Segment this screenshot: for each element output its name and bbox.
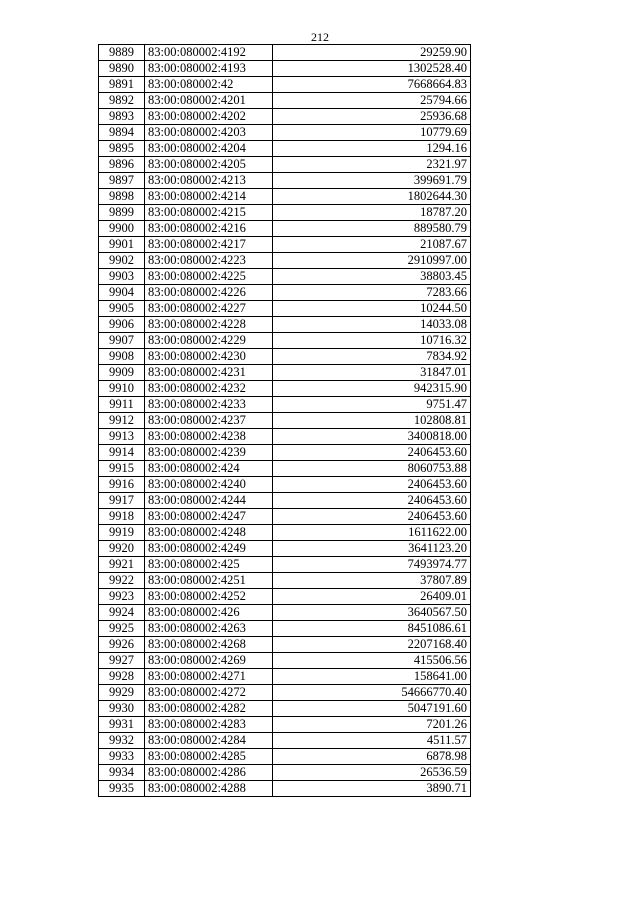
value-cell: 10779.69 [273, 125, 471, 141]
cadastral-number-cell: 83:00:080002:4283 [145, 717, 273, 733]
cadastral-number-cell: 83:00:080002:4240 [145, 477, 273, 493]
row-number-cell: 9930 [99, 701, 145, 717]
value-cell: 3640567.50 [273, 605, 471, 621]
cadastral-number-cell: 83:00:080002:4247 [145, 509, 273, 525]
table-row [99, 573, 471, 589]
cadastral-number-cell: 83:00:080002:4205 [145, 157, 273, 173]
table-row [99, 109, 471, 125]
row-number-cell: 9889 [99, 45, 145, 61]
value-cell: 3641123.20 [273, 541, 471, 557]
value-cell: 38803.45 [273, 269, 471, 285]
value-cell: 10244.50 [273, 301, 471, 317]
row-number-cell: 9895 [99, 141, 145, 157]
table-row [99, 765, 471, 781]
cadastral-number-cell: 83:00:080002:4213 [145, 173, 273, 189]
value-cell: 29259.90 [273, 45, 471, 61]
value-cell: 6878.98 [273, 749, 471, 765]
value-cell: 8451086.61 [273, 621, 471, 637]
table-row [99, 317, 471, 333]
table-row [99, 61, 471, 77]
table-row [99, 365, 471, 381]
table-row [99, 269, 471, 285]
cadastral-number-cell: 83:00:080002:4251 [145, 573, 273, 589]
cadastral-number-cell: 83:00:080002:4239 [145, 445, 273, 461]
cadastral-number-cell: 83:00:080002:4232 [145, 381, 273, 397]
cadastral-number-cell: 83:00:080002:4238 [145, 429, 273, 445]
row-number-cell: 9902 [99, 253, 145, 269]
row-number-cell: 9911 [99, 397, 145, 413]
value-cell: 158641.00 [273, 669, 471, 685]
cadastral-number-cell: 83:00:080002:4286 [145, 765, 273, 781]
cadastral-number-cell: 83:00:080002:4244 [145, 493, 273, 509]
value-cell: 26409.01 [273, 589, 471, 605]
table-row [99, 669, 471, 685]
cadastral-number-cell: 83:00:080002:4230 [145, 349, 273, 365]
table-row [99, 333, 471, 349]
cadastral-number-cell: 83:00:080002:4271 [145, 669, 273, 685]
row-number-cell: 9918 [99, 509, 145, 525]
value-cell: 2910997.00 [273, 253, 471, 269]
cadastral-number-cell: 83:00:080002:424 [145, 461, 273, 477]
table-row [99, 285, 471, 301]
table-body [99, 45, 471, 797]
value-cell: 18787.20 [273, 205, 471, 221]
cadastral-number-cell: 83:00:080002:42 [145, 77, 273, 93]
row-number-cell: 9900 [99, 221, 145, 237]
table-row [99, 509, 471, 525]
row-number-cell: 9914 [99, 445, 145, 461]
cadastral-number-cell: 83:00:080002:4192 [145, 45, 273, 61]
row-number-cell: 9922 [99, 573, 145, 589]
row-number-cell: 9920 [99, 541, 145, 557]
cadastral-number-cell: 83:00:080002:4269 [145, 653, 273, 669]
value-cell: 942315.90 [273, 381, 471, 397]
table-row [99, 717, 471, 733]
value-cell: 2207168.40 [273, 637, 471, 653]
table-row [99, 413, 471, 429]
table-row [99, 749, 471, 765]
table-row [99, 701, 471, 717]
cadastral-number-cell: 83:00:080002:4229 [145, 333, 273, 349]
row-number-cell: 9907 [99, 333, 145, 349]
cadastral-number-cell: 83:00:080002:4284 [145, 733, 273, 749]
cadastral-number-cell: 83:00:080002:4233 [145, 397, 273, 413]
table-row [99, 45, 471, 61]
cadastral-number-cell: 83:00:080002:4231 [145, 365, 273, 381]
table-row [99, 781, 471, 797]
cadastral-value-table [98, 44, 471, 797]
cadastral-number-cell: 83:00:080002:4201 [145, 93, 273, 109]
table-row [99, 205, 471, 221]
table-row [99, 445, 471, 461]
row-number-cell: 9929 [99, 685, 145, 701]
row-number-cell: 9932 [99, 733, 145, 749]
table-row [99, 461, 471, 477]
table-row [99, 141, 471, 157]
row-number-cell: 9896 [99, 157, 145, 173]
row-number-cell: 9934 [99, 765, 145, 781]
row-number-cell: 9926 [99, 637, 145, 653]
value-cell: 2321.97 [273, 157, 471, 173]
page-number: 212 [311, 30, 329, 44]
cadastral-number-cell: 83:00:080002:4202 [145, 109, 273, 125]
table-row [99, 173, 471, 189]
row-number-cell: 9924 [99, 605, 145, 621]
row-number-cell: 9892 [99, 93, 145, 109]
cadastral-number-cell: 83:00:080002:4228 [145, 317, 273, 333]
value-cell: 3400818.00 [273, 429, 471, 445]
table-row [99, 157, 471, 173]
table-row [99, 477, 471, 493]
table-row [99, 397, 471, 413]
value-cell: 2406453.60 [273, 445, 471, 461]
value-cell: 2406453.60 [273, 493, 471, 509]
row-number-cell: 9912 [99, 413, 145, 429]
table-row [99, 381, 471, 397]
value-cell: 7493974.77 [273, 557, 471, 573]
value-cell: 8060753.88 [273, 461, 471, 477]
value-cell: 889580.79 [273, 221, 471, 237]
cadastral-number-cell: 83:00:080002:4203 [145, 125, 273, 141]
table-row [99, 221, 471, 237]
row-number-cell: 9915 [99, 461, 145, 477]
value-cell: 25794.66 [273, 93, 471, 109]
cadastral-number-cell: 83:00:080002:4237 [145, 413, 273, 429]
value-cell: 21087.67 [273, 237, 471, 253]
value-cell: 9751.47 [273, 397, 471, 413]
cadastral-number-cell: 83:00:080002:425 [145, 557, 273, 573]
row-number-cell: 9923 [99, 589, 145, 605]
value-cell: 7283.66 [273, 285, 471, 301]
row-number-cell: 9908 [99, 349, 145, 365]
row-number-cell: 9933 [99, 749, 145, 765]
cadastral-number-cell: 83:00:080002:4272 [145, 685, 273, 701]
row-number-cell: 9901 [99, 237, 145, 253]
cadastral-number-cell: 83:00:080002:4217 [145, 237, 273, 253]
value-cell: 5047191.60 [273, 701, 471, 717]
cadastral-number-cell: 83:00:080002:4268 [145, 637, 273, 653]
value-cell: 1294.16 [273, 141, 471, 157]
value-cell: 14033.08 [273, 317, 471, 333]
value-cell: 4511.57 [273, 733, 471, 749]
table-row [99, 493, 471, 509]
cadastral-number-cell: 83:00:080002:4282 [145, 701, 273, 717]
cadastral-number-cell: 83:00:080002:4216 [145, 221, 273, 237]
table-row [99, 125, 471, 141]
table-row [99, 77, 471, 93]
row-number-cell: 9917 [99, 493, 145, 509]
value-cell: 1302528.40 [273, 61, 471, 77]
row-number-cell: 9890 [99, 61, 145, 77]
row-number-cell: 9906 [99, 317, 145, 333]
table-row [99, 541, 471, 557]
cadastral-number-cell: 83:00:080002:4226 [145, 285, 273, 301]
value-cell: 7201.26 [273, 717, 471, 733]
cadastral-number-cell: 83:00:080002:4252 [145, 589, 273, 605]
table-row [99, 525, 471, 541]
row-number-cell: 9898 [99, 189, 145, 205]
table-row [99, 429, 471, 445]
value-cell: 415506.56 [273, 653, 471, 669]
table-row [99, 733, 471, 749]
value-cell: 25936.68 [273, 109, 471, 125]
row-number-cell: 9931 [99, 717, 145, 733]
row-number-cell: 9928 [99, 669, 145, 685]
value-cell: 1802644.30 [273, 189, 471, 205]
table-row [99, 557, 471, 573]
value-cell: 7834.92 [273, 349, 471, 365]
row-number-cell: 9903 [99, 269, 145, 285]
row-number-cell: 9916 [99, 477, 145, 493]
table-row [99, 621, 471, 637]
cadastral-number-cell: 83:00:080002:426 [145, 605, 273, 621]
cadastral-number-cell: 83:00:080002:4204 [145, 141, 273, 157]
table-row [99, 93, 471, 109]
value-cell: 26536.59 [273, 765, 471, 781]
cadastral-number-cell: 83:00:080002:4249 [145, 541, 273, 557]
row-number-cell: 9904 [99, 285, 145, 301]
table-row [99, 605, 471, 621]
row-number-cell: 9894 [99, 125, 145, 141]
cadastral-number-cell: 83:00:080002:4215 [145, 205, 273, 221]
row-number-cell: 9905 [99, 301, 145, 317]
row-number-cell: 9893 [99, 109, 145, 125]
row-number-cell: 9919 [99, 525, 145, 541]
value-cell: 10716.32 [273, 333, 471, 349]
row-number-cell: 9899 [99, 205, 145, 221]
cadastral-number-cell: 83:00:080002:4285 [145, 749, 273, 765]
row-number-cell: 9935 [99, 781, 145, 797]
value-cell: 399691.79 [273, 173, 471, 189]
cadastral-number-cell: 83:00:080002:4288 [145, 781, 273, 797]
value-cell: 2406453.60 [273, 509, 471, 525]
row-number-cell: 9910 [99, 381, 145, 397]
row-number-cell: 9913 [99, 429, 145, 445]
row-number-cell: 9891 [99, 77, 145, 93]
row-number-cell: 9921 [99, 557, 145, 573]
row-number-cell: 9897 [99, 173, 145, 189]
table-row [99, 637, 471, 653]
cadastral-number-cell: 83:00:080002:4248 [145, 525, 273, 541]
cadastral-number-cell: 83:00:080002:4193 [145, 61, 273, 77]
cadastral-number-cell: 83:00:080002:4225 [145, 269, 273, 285]
value-cell: 1611622.00 [273, 525, 471, 541]
value-cell: 31847.01 [273, 365, 471, 381]
table-row [99, 237, 471, 253]
value-cell: 3890.71 [273, 781, 471, 797]
value-cell: 2406453.60 [273, 477, 471, 493]
cadastral-number-cell: 83:00:080002:4214 [145, 189, 273, 205]
value-cell: 37807.89 [273, 573, 471, 589]
table-row [99, 653, 471, 669]
cadastral-number-cell: 83:00:080002:4223 [145, 253, 273, 269]
table-row [99, 685, 471, 701]
value-cell: 102808.81 [273, 413, 471, 429]
row-number-cell: 9925 [99, 621, 145, 637]
table-row [99, 189, 471, 205]
table-row [99, 301, 471, 317]
table-row [99, 253, 471, 269]
table-row [99, 349, 471, 365]
value-cell: 54666770.40 [273, 685, 471, 701]
cadastral-number-cell: 83:00:080002:4227 [145, 301, 273, 317]
value-cell: 7668664.83 [273, 77, 471, 93]
row-number-cell: 9909 [99, 365, 145, 381]
cadastral-number-cell: 83:00:080002:4263 [145, 621, 273, 637]
table-row [99, 589, 471, 605]
row-number-cell: 9927 [99, 653, 145, 669]
